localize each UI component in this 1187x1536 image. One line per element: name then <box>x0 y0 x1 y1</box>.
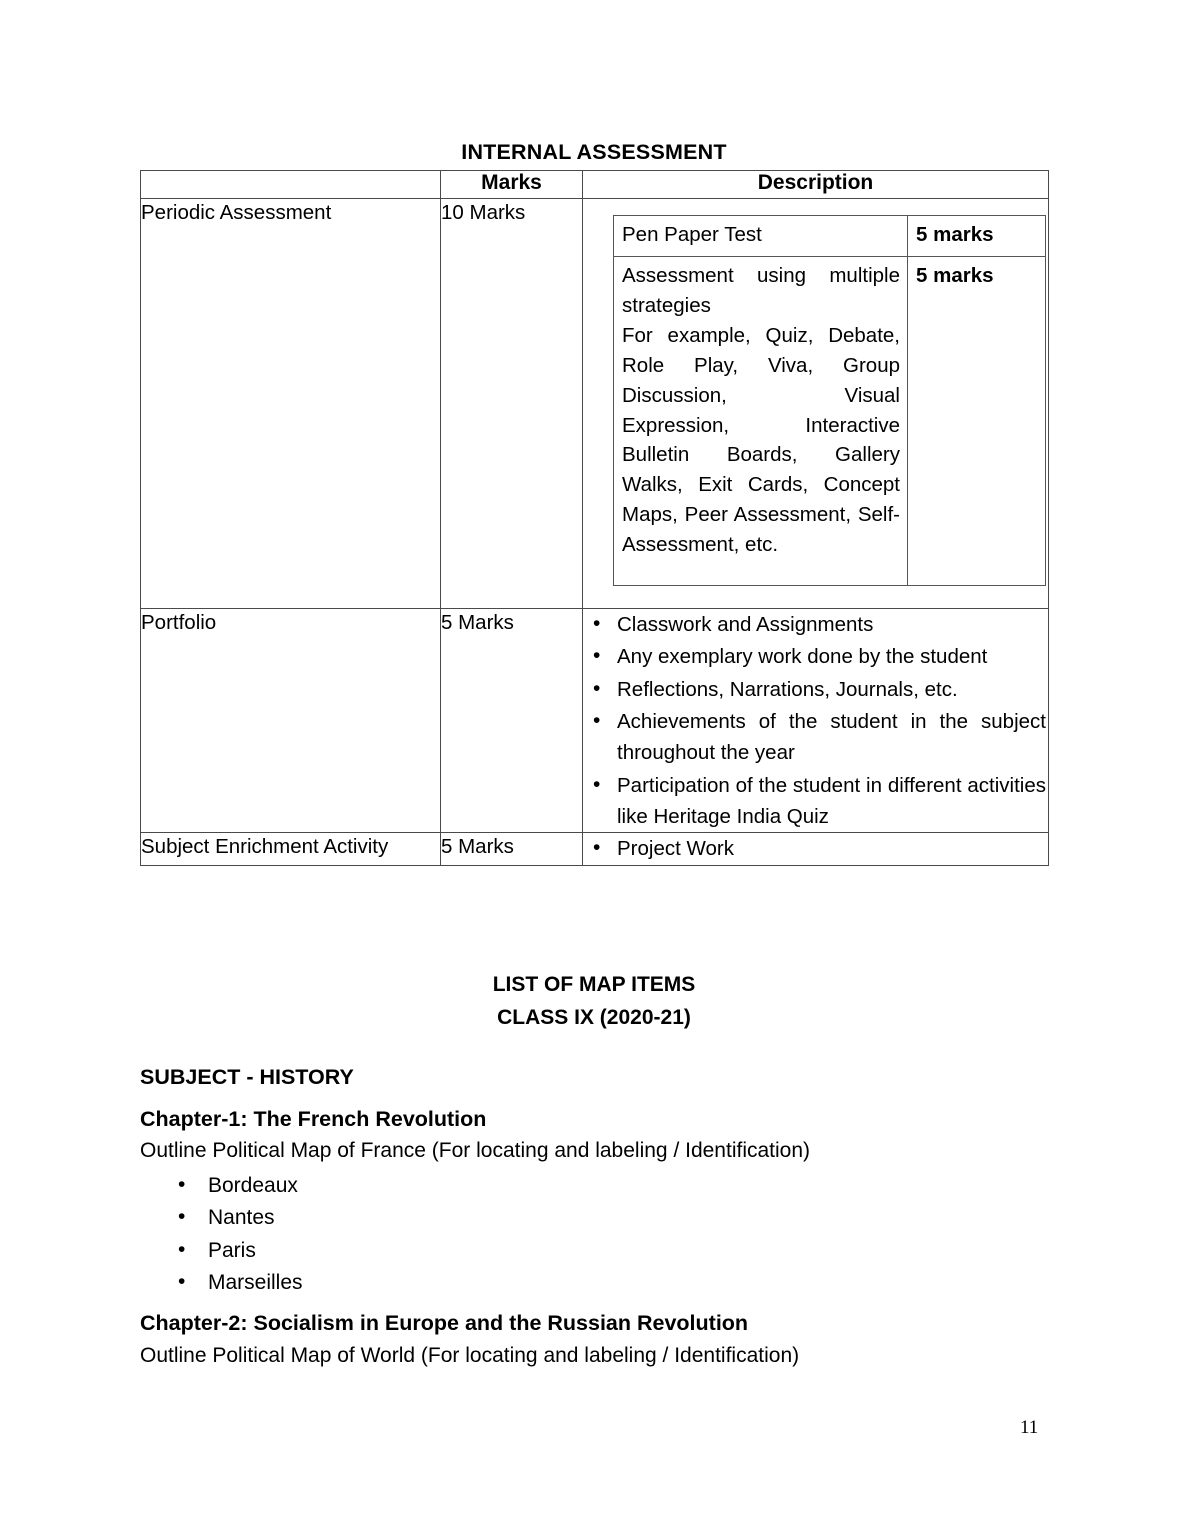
page-title: INTERNAL ASSESSMENT <box>461 140 727 164</box>
header-marks: Marks <box>441 171 583 199</box>
list-item-text: Any exemplary work done by the student <box>617 645 988 669</box>
chapter-1-map-items-list <box>140 1170 640 1299</box>
internal-assessment-table <box>140 170 1049 866</box>
inner-label-line-1: Assessment using multiple strategies <box>622 263 900 317</box>
list-item-text: Achievements of the student in the <box>617 710 969 733</box>
list-item-text: Project Work <box>617 837 734 861</box>
inner-marks-pen-paper-test: 5 marks <box>908 216 1046 257</box>
inner-label-line-2: For example, Quiz, Debate, Role Play, Viva, Group Discussion, Visual Expression, Interactive Bulletin Boards, Gallery Walks, Exit Cards, Concept Maps, Peer Assessment, Self-Assessment, etc. <box>622 323 900 557</box>
chapter-1-subtitle: Outline Political Map of France (For locating and labeling / Identification) <box>140 1139 811 1162</box>
row-marks-portfolio: 5 Marks <box>441 608 583 833</box>
list-item: • Nantes <box>140 1202 640 1234</box>
list-item <box>617 609 1048 640</box>
row-item-portfolio: Portfolio <box>141 608 441 833</box>
inner-table-row <box>614 216 1046 257</box>
list-item: • Marseilles <box>140 1267 640 1299</box>
table-row <box>141 833 1049 865</box>
list-item-text: Participation of the student in different <box>617 773 962 797</box>
chapter-2-title: Chapter-2: Socialism in Europe and the Russian Revolution <box>140 1311 749 1335</box>
row-item-subject-enrichment: Subject Enrichment Activity <box>141 833 441 865</box>
map-items-heading-line-2: CLASS IX (2020-21) <box>497 1006 691 1029</box>
list-item <box>617 706 1048 769</box>
row-marks-subject-enrichment: 5 Marks <box>441 833 583 865</box>
table-row <box>141 199 1049 609</box>
subject-enrichment-bullet-list <box>583 833 1048 864</box>
inner-label-pen-paper-test: Pen Paper Test <box>614 216 908 257</box>
table-row <box>141 608 1049 833</box>
list-item <box>617 770 1048 833</box>
inner-label-multiple-strategies <box>614 256 908 585</box>
row-marks-periodic-assessment: 10 Marks <box>441 199 583 609</box>
list-item: • Paris <box>140 1235 640 1267</box>
portfolio-bullet-list <box>583 609 1048 833</box>
header-description: Description <box>583 171 1049 199</box>
page-number: 11 <box>1020 1417 1039 1438</box>
list-item <box>617 641 1048 672</box>
list-item-text-cont: activities like Heritage India Quiz <box>617 773 1046 829</box>
list-item <box>617 833 1048 864</box>
subject-heading: SUBJECT - HISTORY <box>140 1065 354 1089</box>
row-description-subject-enrichment <box>583 833 1049 865</box>
table-header-row <box>141 171 1049 199</box>
list-item-text: Reflections, Narrations, Journals, etc. <box>617 677 958 701</box>
chapter-2-subtitle: Outline Political Map of World (For locating and labeling / Identification) <box>140 1344 800 1367</box>
periodic-assessment-breakdown-table <box>613 215 1046 586</box>
list-item: • Bordeaux <box>140 1170 640 1202</box>
inner-table-wrapper <box>583 199 1048 608</box>
inner-marks-multiple-strategies: 5 marks <box>908 256 1046 585</box>
list-item-text-cont: subject throughout the year <box>617 710 1046 765</box>
list-item-text: Classwork and Assignments <box>617 612 874 636</box>
inner-table-row <box>614 256 1046 585</box>
row-description-portfolio <box>583 608 1049 833</box>
map-items-heading-line-1: LIST OF MAP ITEMS <box>492 973 696 996</box>
row-item-periodic-assessment: Periodic Assessment <box>141 199 441 609</box>
chapter-1-title: Chapter-1: The French Revolution <box>140 1107 487 1131</box>
row-description-periodic-assessment <box>583 199 1049 609</box>
header-item-blank <box>141 171 441 199</box>
list-item <box>617 674 1048 705</box>
